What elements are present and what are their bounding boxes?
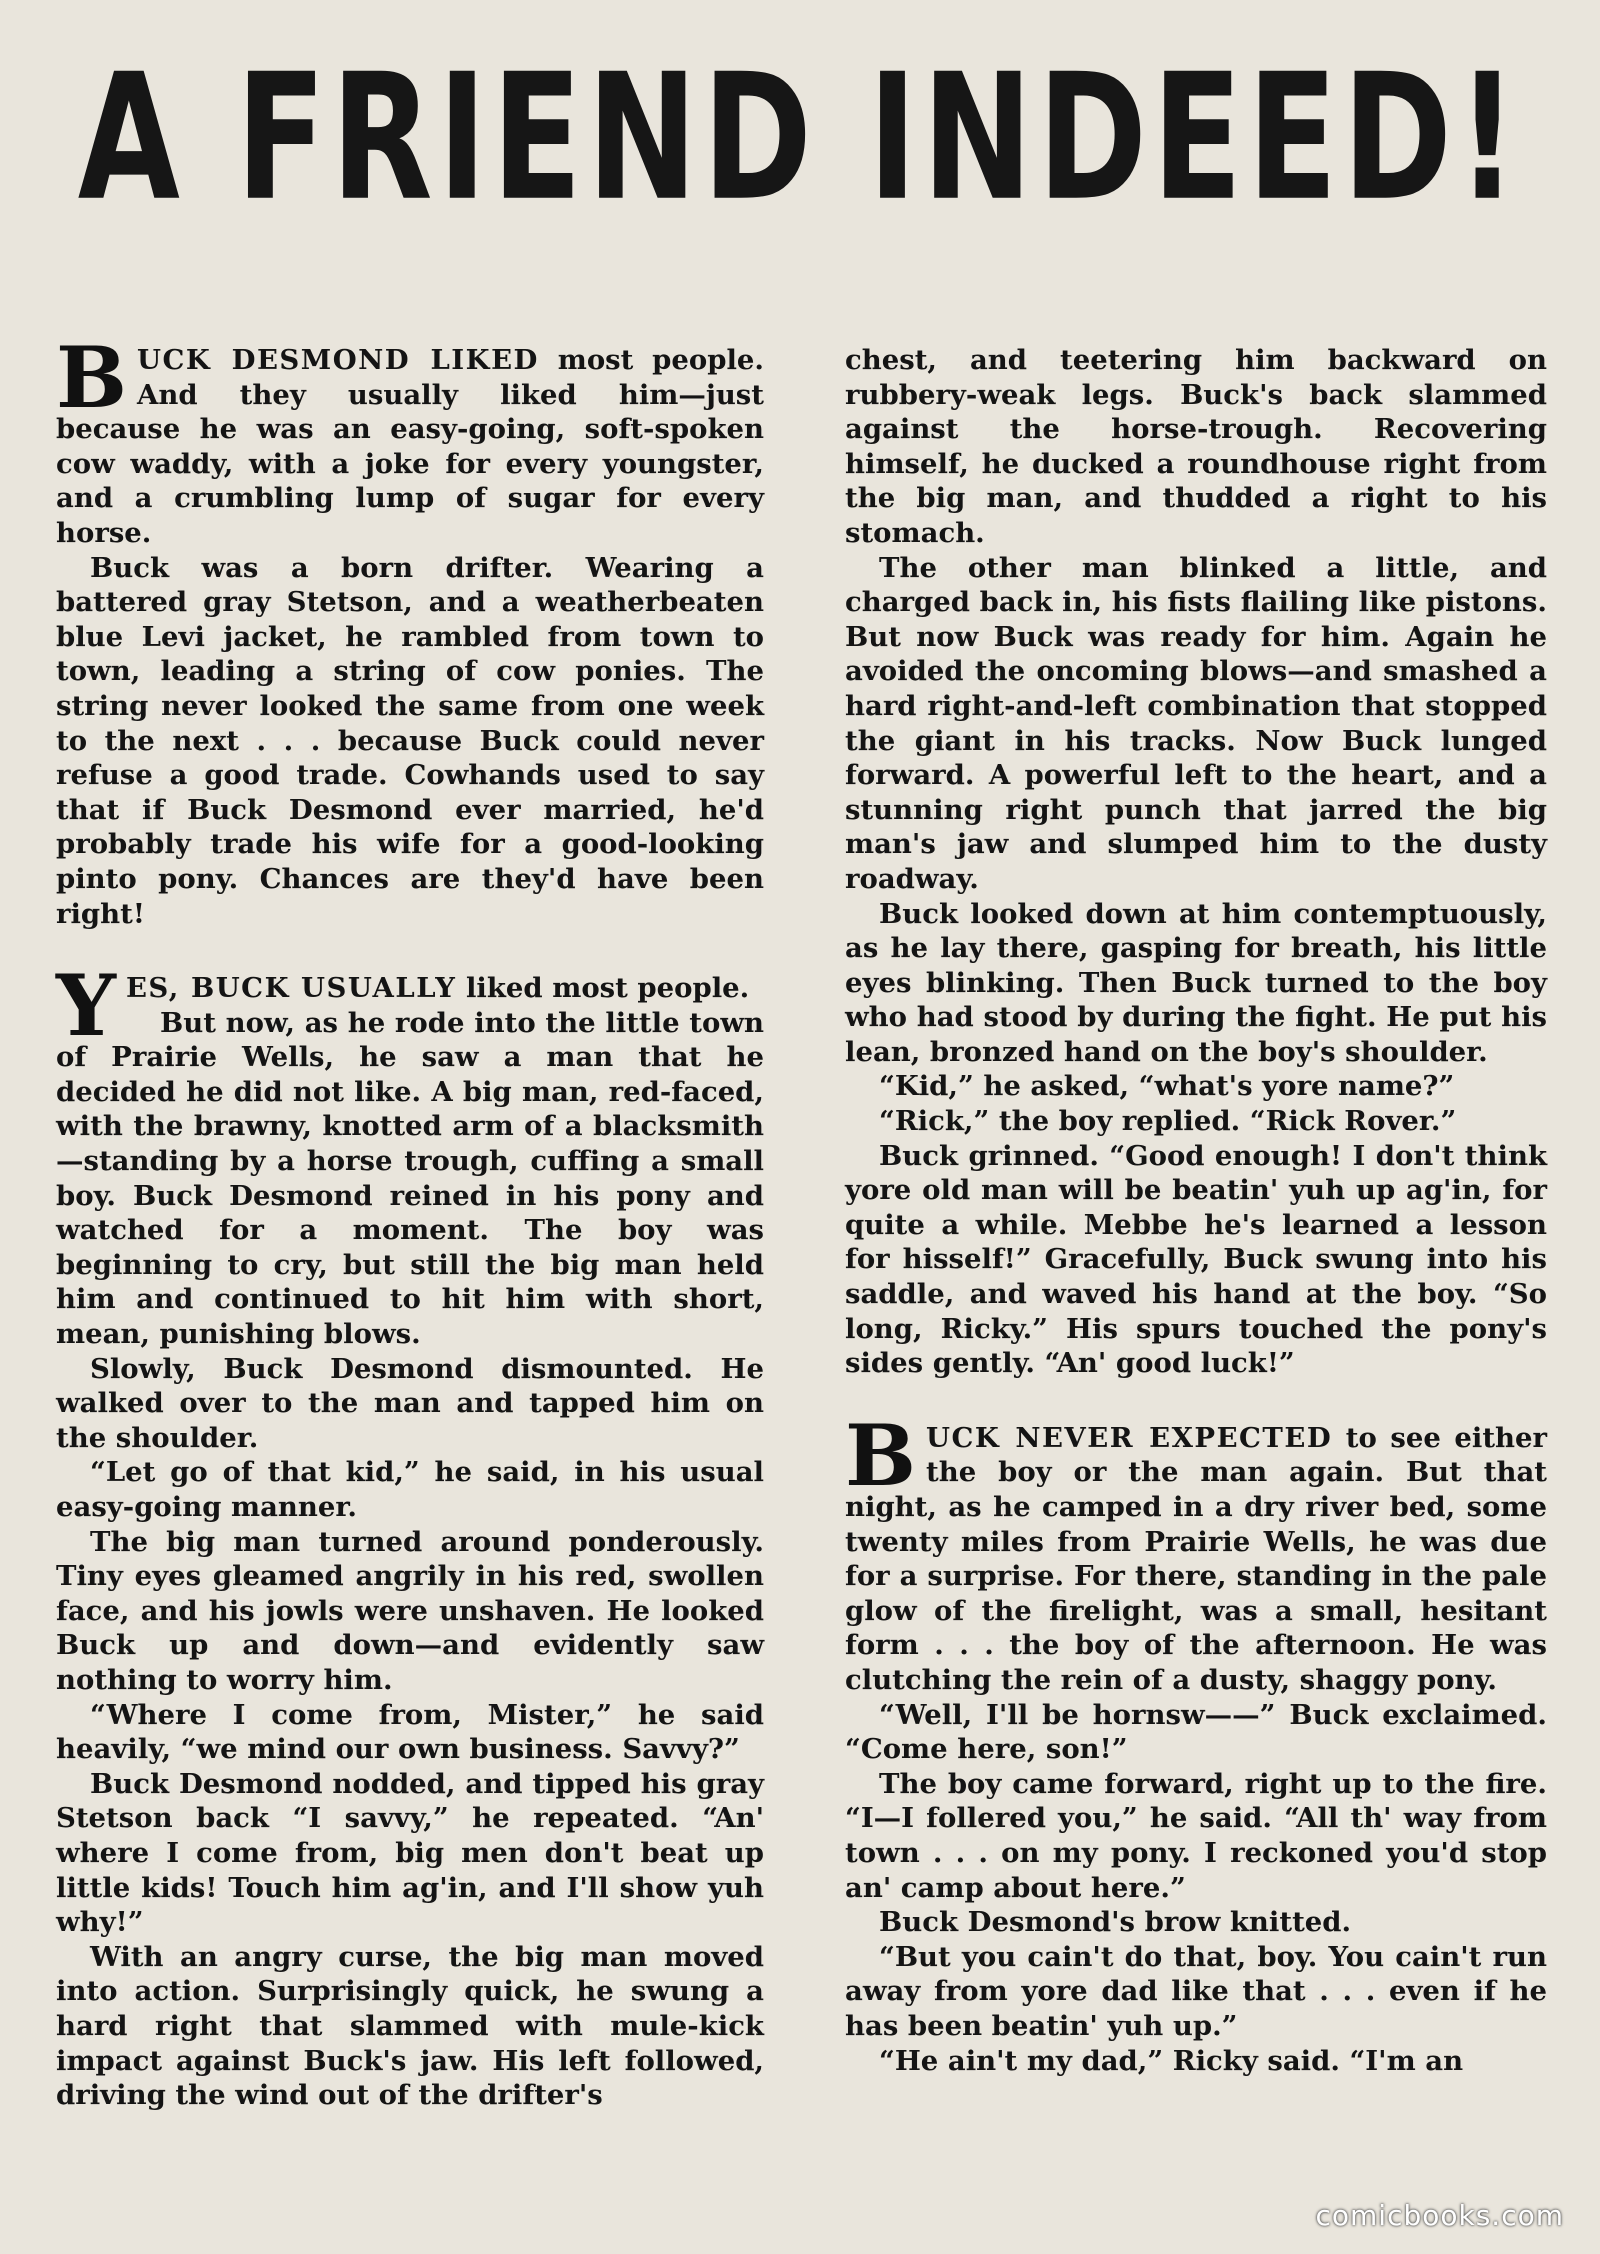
paragraph: Buck grinned. “Good enough! I don't think yore old man will be beatin' yuh up ag'in, for quite a while. Mebbe he's learned a lesson for hisself!” Gracefully, Buck swung into his saddle, and waved his hand at the boy. “So long, Ricky.” His spurs touched the pony's sides gently. “An' good luck!” [845,1139,1547,1380]
paragraph: “Let go of that kid,” he said, in his usual easy-going manner. [56,1456,764,1523]
paragraph [56,328,764,551]
left-column [56,328,764,2113]
drop-cap: B [56,328,127,427]
story-title: A FRIEND INDEED! [77,36,1523,241]
paragraph: “He ain't my dad,” Ricky said. “I'm an [879,2044,1464,2077]
paragraph: “Well, I'll be hornsw——” Buck exclaimed. “Come here, son!” [845,1698,1547,1766]
watermark: comicbooks.com [1315,2199,1564,2232]
paragraph [56,956,764,1056]
paragraph-text: most people. And they usually liked him—just because he was an easy-going, soft-spoken cow waddy, with a joke for every youngster, and a crumbling lump of sugar for every horse. [56,344,764,549]
paragraph: But now, as he rode into the little town of Prairie Wells, he saw a man that he decided he did not like. A big man, red-faced, with the brawny, knotted arm of a blacksmith—standing by a horse trough, cuffing a small boy. Buck Desmond reined in his pony and watched for a moment. The boy was beginning to cry, but still the big man held him and continued to hit him with short, mean, punishing blows. [56,1006,764,1351]
paragraph: The boy came forward, right up to the fire. “I—I follered you,” he said. “All th' way from town . . . on my pony. I reckoned you'd stop an' camp about here.” [845,1767,1547,1904]
lead-in: ES, BUCK USUALLY [125,972,457,1005]
paragraph-text: to see either the boy or the man again. But that night, as he camped in a dry river bed, some twenty miles from Prairie Wells, he was due for a surprise. For there, standing in the pale glow of the firelight, was a small, hesitant form . . . the boy of the afternoon. He was clutching the rein of a dusty, shaggy pony. [845,1421,1548,1696]
paragraph: Buck was a born drifter. Wearing a battered gray Stetson, and a weatherbeaten blue Levi jacket, he rambled from town to town, leading a string of cow ponies. The string never looked the same from one week to the next . . . because Buck could never refuse a good trade. Cowhands used to say that if Buck Desmond ever married, he'd probably trade his wife for a good-looking pinto pony. Chances are they'd have been right! [56,551,764,930]
paragraph [845,1405,1548,1698]
paragraph: With an angry curse, the big man moved into action. Surprisingly quick, he swung a hard right that slammed with mule-kick impact against Buck's jaw. His left followed, driving the wind out of the drifter's [56,1940,764,2112]
paragraph: Buck Desmond nodded, and tipped his gray Stetson back “I savvy,” he repeated. “An' where I come from, big men don't beat up little kids! Touch him ag'in, and I'll show yuh why!” [56,1767,764,1939]
right-column [845,343,1547,2078]
paragraph: chest, and teetering him backward on rubbery-weak legs. Buck's back slammed against the horse-trough. Recovering himself, he ducked a roundhouse right from the big man, and thudded a right to his stomach. [845,344,1547,549]
paragraph: “But you cain't do that, boy. You cain't run away from yore dad like that . . . even if he has been beatin' yuh up.” [845,1940,1547,2042]
paragraph: Slowly, Buck Desmond dismounted. He walked over to the man and tapped him on the shoulder. [56,1352,764,1454]
paragraph: Buck looked down at him contemptuously, as he lay there, gasping for breath, his little eyes blinking. Then Buck turned to the boy who had stood by during the fight. He put his lean, bronzed hand on the boy's shoulder. [845,897,1547,1068]
paragraph: Buck Desmond's brow knitted. [879,1906,1352,1939]
paragraph-text: liked most people. [456,972,750,1005]
paragraph: The other man blinked a little, and charged back in, his fists flailing like pistons. But now Buck was ready for him. Again he avoided the oncoming blows—and smashed a hard right-and-left combination that stopped the giant in his tracks. Now Buck lunged forward. A powerful left to the heart, and a stunning right punch that jarred the big man's jaw and slumped him to the dusty roadway. [845,551,1547,895]
paragraph: “Rick,” the boy replied. “Rick Rover.” [879,1105,1457,1138]
paragraph: “Kid,” he asked, “what's yore name?” [879,1070,1455,1103]
drop-cap: Y [56,956,116,1056]
lead-in: UCK DESMOND LIKED [137,344,539,376]
drop-cap: B [845,1405,916,1505]
paragraph: “Where I come from, Mister,” he said heavily, “we mind our own business. Savvy?” [56,1698,764,1766]
lead-in: UCK NEVER EXPECTED [926,1421,1333,1454]
paragraph: The big man turned around ponderously. Tiny eyes gleamed angrily in his red, swollen face, and his jowls were unshaven. He looked Buck up and down—and evidently saw nothing to worry him. [56,1525,764,1696]
